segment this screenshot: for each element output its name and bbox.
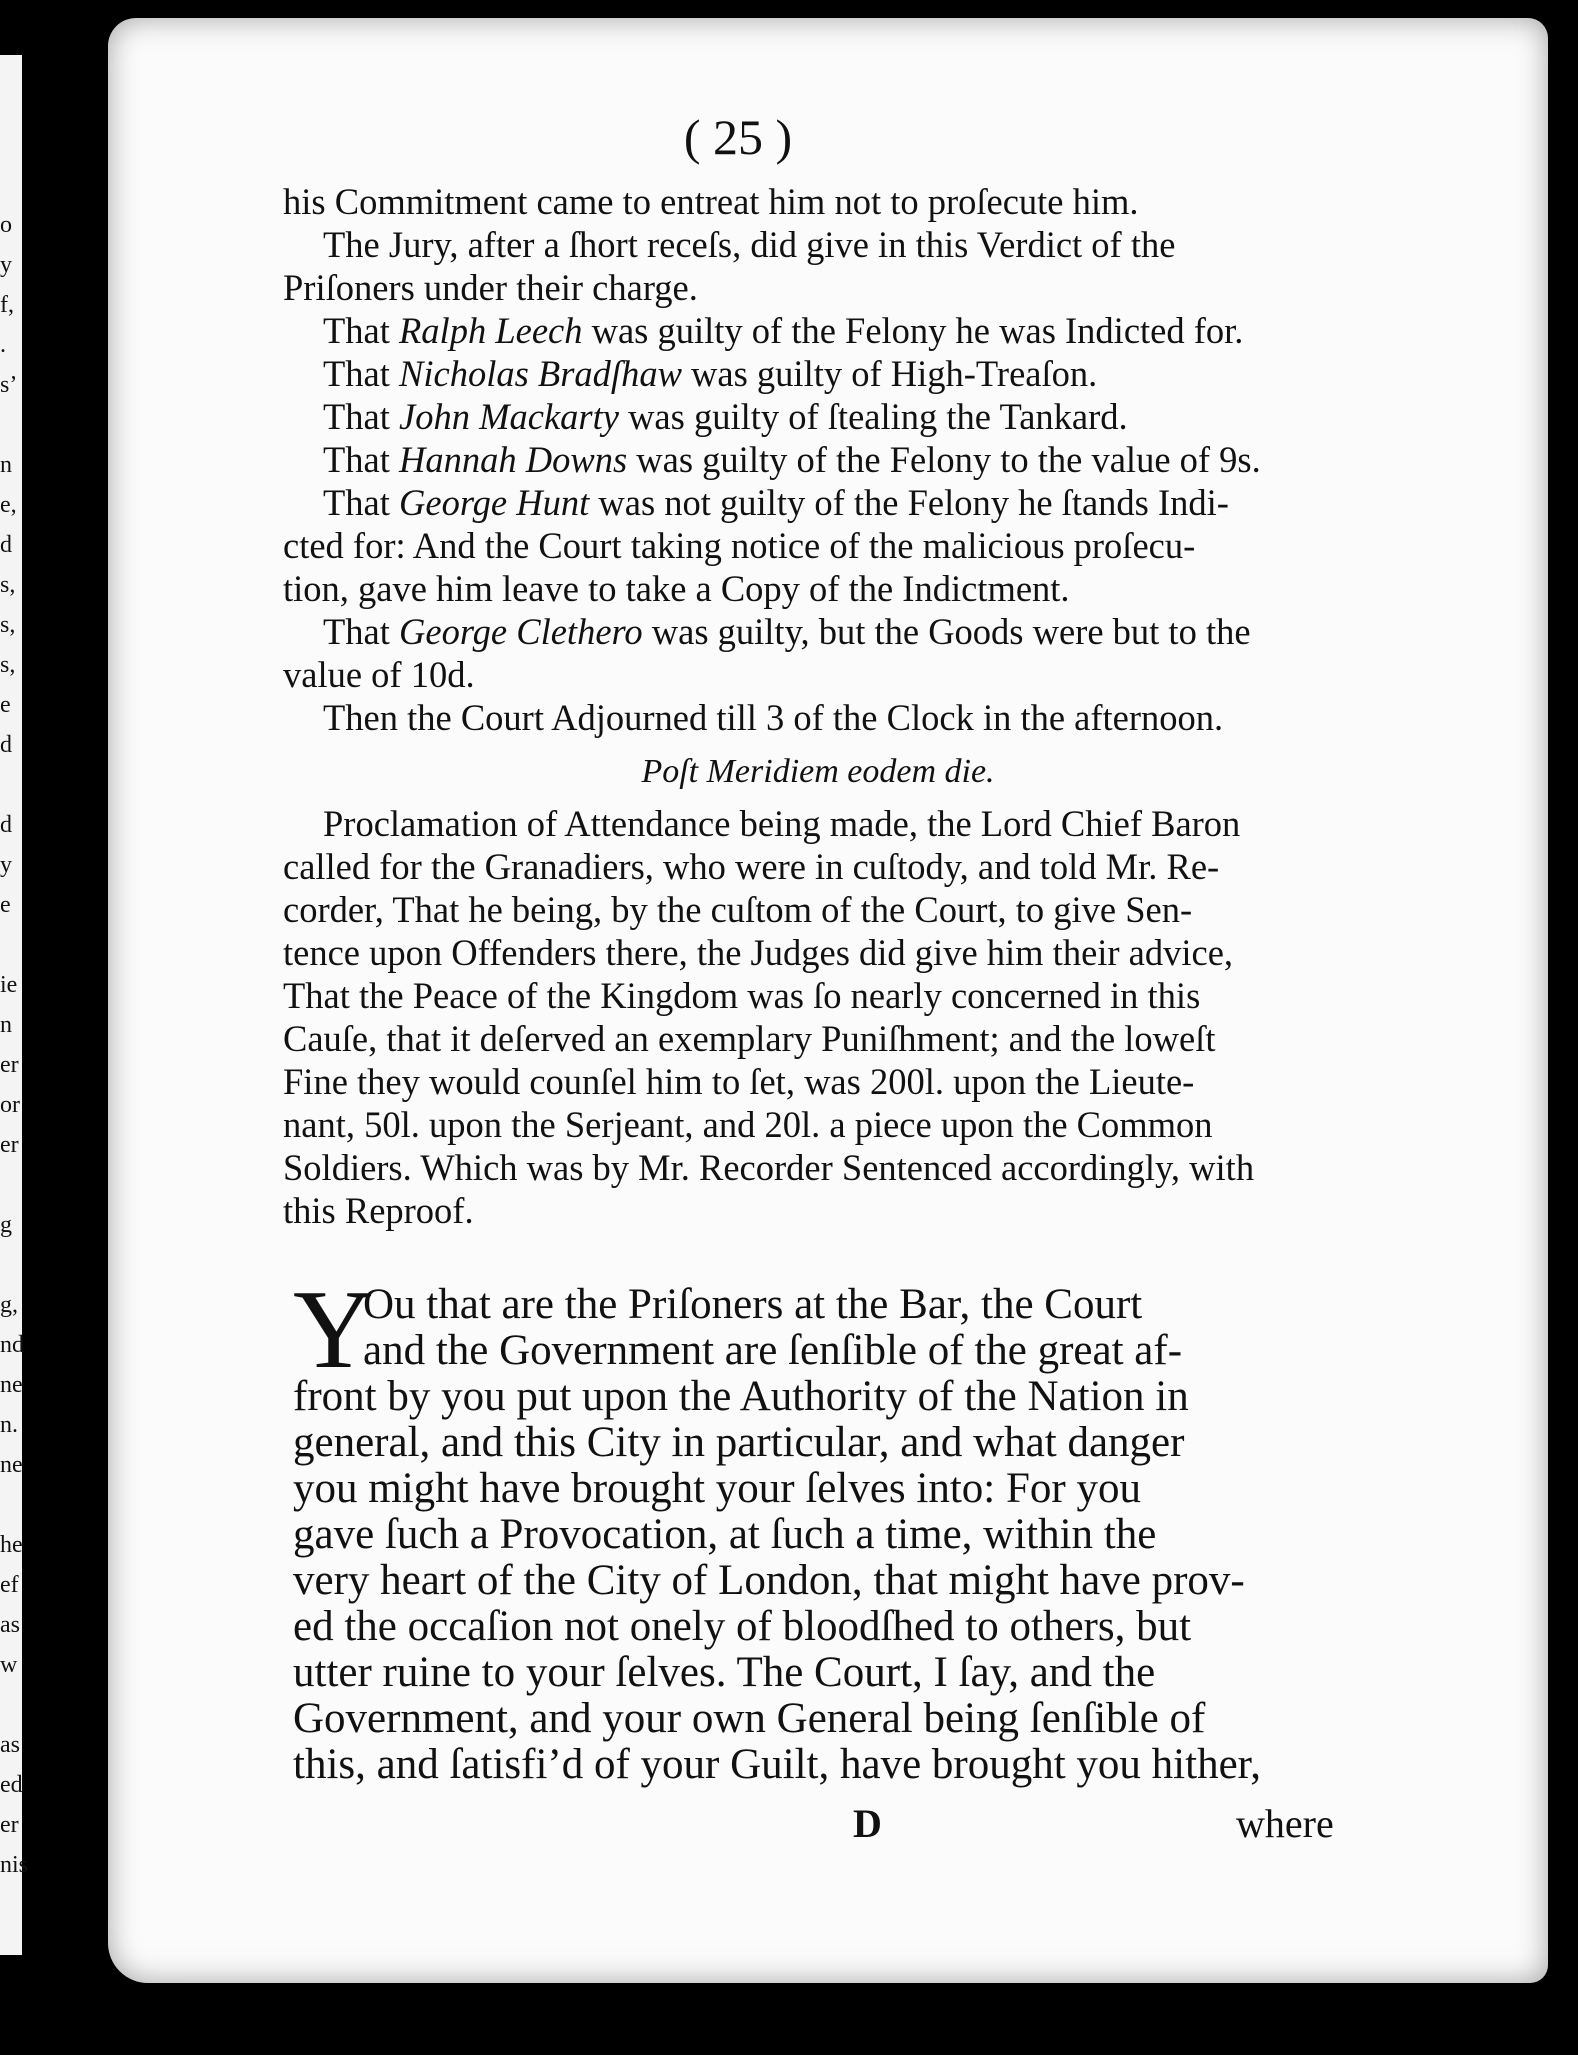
- margin-fragment: d: [0, 812, 12, 838]
- margin-fragment: e,: [0, 492, 17, 518]
- speech-line: ed the occaſion not onely of bloodſhed to others, but: [293, 1603, 1192, 1650]
- text-line: That the Peace of the Kingdom was ſo nearly concerned in this: [283, 975, 1201, 1016]
- speech-line: Ou that are the Priſoners at the Bar, the Court: [363, 1281, 1143, 1328]
- verdict-prefix: That: [323, 353, 400, 394]
- text-line: Then the Court Adjourned till 3 of the Clock in the afternoon.: [323, 697, 1224, 738]
- catchword: where: [1236, 1801, 1334, 1846]
- verdict-prefix: That: [323, 611, 400, 652]
- margin-fragment: ie: [0, 972, 18, 998]
- facing-page-edge: [0, 55, 29, 1955]
- book-page: [108, 18, 1548, 1983]
- text-line: his Commitment came to entreat him not to proſecute him.: [283, 181, 1139, 222]
- margin-fragment: [0, 405, 22, 445]
- verdict-line: [283, 439, 1393, 481]
- margin-fragment: e: [0, 892, 11, 918]
- margin-fragment: [0, 1485, 22, 1525]
- margin-fragment: g: [0, 1212, 12, 1238]
- verdict-text: was not guilty of the Felony he ſtands Indi-: [589, 482, 1229, 523]
- text-line: corder, That he being, by the cuſtom of the Court, to give Sen-: [283, 889, 1193, 930]
- verdict-prefix: That: [323, 396, 400, 437]
- margin-fragment: d: [0, 732, 12, 758]
- facing-page-text-fragments: [0, 55, 29, 1955]
- speech-line: very heart of the City of London, that might have prov-: [293, 1557, 1245, 1604]
- margin-fragment: [0, 1165, 22, 1205]
- verdict-line: [283, 611, 1393, 653]
- verdict-prefix: That: [323, 482, 400, 523]
- prisoner-name: George Clethero: [399, 611, 643, 652]
- signature-mark: D: [853, 1801, 882, 1846]
- speech-line: you might have brought your ſelves into: For you: [293, 1465, 1141, 1512]
- verdict-text: was guilty of ſtealing the Tankard.: [618, 396, 1128, 437]
- speech-line: gave ſuch a Provocation, at ſuch a time, within the: [293, 1511, 1157, 1558]
- margin-fragment: n: [0, 452, 12, 478]
- prisoner-name: Nicholas Bradſhaw: [399, 353, 682, 394]
- margin-fragment: y: [0, 252, 12, 278]
- verdict-text: was guilty, but the Goods were but to the: [642, 611, 1251, 652]
- margin-fragment: s,: [0, 612, 16, 638]
- text-line: Cauſe, that it deſerved an exemplary Puniſhment; and the loweſt: [283, 1018, 1216, 1059]
- margin-fragment: er: [0, 1052, 19, 1078]
- margin-fragment: y: [0, 852, 12, 878]
- section-heading: Poſt Meridiem eodem die.: [641, 753, 995, 790]
- margin-fragment: ef: [0, 1572, 19, 1598]
- text-line: called for the Granadiers, who were in cuſtody, and told Mr. Re-: [283, 846, 1220, 887]
- margin-fragment: [0, 765, 22, 805]
- margin-fragment: .: [0, 332, 6, 358]
- margin-fragment: as: [0, 1732, 20, 1758]
- margin-fragment: w: [0, 1652, 18, 1678]
- margin-fragment: n.: [0, 1412, 18, 1438]
- margin-fragment: ed: [0, 1772, 23, 1798]
- speech-line: general, and this City in particular, and what danger: [293, 1419, 1185, 1466]
- verdict-text: was guilty of High-Treaſon.: [681, 353, 1098, 394]
- text-line: Proclamation of Attendance being made, the Lord Chief Baron: [323, 803, 1241, 844]
- margin-fragment: s,: [0, 652, 16, 678]
- verdict-line: [283, 396, 1393, 438]
- margin-fragment: [0, 925, 22, 965]
- margin-fragment: er: [0, 1132, 19, 1158]
- margin-fragment: [0, 1685, 22, 1725]
- margin-fragment: nis: [0, 1852, 29, 1878]
- speech-line: utter ruine to your ſelves. The Court, I ſay, and the: [293, 1649, 1156, 1696]
- verdict-line: [283, 482, 1393, 524]
- margin-fragment: he: [0, 1532, 23, 1558]
- margin-fragment: s,: [0, 572, 16, 598]
- verdict-line: [283, 310, 1393, 352]
- margin-fragment: d: [0, 532, 12, 558]
- text-line: Priſoners under their charge.: [283, 267, 698, 308]
- prisoner-name: George Hunt: [399, 482, 590, 523]
- prisoner-name: Hannah Downs: [399, 439, 628, 480]
- text-line: tion, gave him leave to take a Copy of the Indictment.: [283, 568, 1070, 609]
- margin-fragment: nd: [0, 1332, 24, 1358]
- verdict-prefix: That: [323, 439, 400, 480]
- verdict-prefix: That: [323, 310, 400, 351]
- verdict-text: was guilty of the Felony to the value of 9s.: [627, 439, 1261, 480]
- text-line: cted for: And the Court taking notice of the malicious proſecu-: [283, 525, 1196, 566]
- speech-line: and the Government are ſenſible of the great af-: [363, 1327, 1183, 1374]
- text-line: nant, 50l. upon the Serjeant, and 20l. a piece upon the Common: [283, 1104, 1213, 1145]
- text-line: The Jury, after a ſhort receſs, did give in this Verdict of the: [323, 224, 1176, 265]
- verdict-text: was guilty of the Felony he was Indicted for.: [582, 310, 1244, 351]
- prisoner-name: John Mackarty: [399, 396, 619, 437]
- speech-line: front by you put upon the Authority of the Nation in: [293, 1373, 1189, 1420]
- margin-fragment: ne: [0, 1372, 23, 1398]
- text-line: value of 10d.: [283, 654, 475, 695]
- drop-cap: Y: [293, 1268, 374, 1392]
- page-number: ( 25 ): [683, 109, 793, 165]
- margin-fragment: n: [0, 1012, 12, 1038]
- text-line: Fine they would counſel him to ſet, was 200l. upon the Lieute-: [283, 1061, 1195, 1102]
- speech-line: this, and ſatisfi’d of your Guilt, have brought you hither,: [293, 1741, 1262, 1788]
- margin-fragment: g,: [0, 1292, 18, 1318]
- text-line: this Reproof.: [283, 1190, 474, 1231]
- verdict-line: [283, 353, 1393, 395]
- margin-fragment: o: [0, 212, 12, 238]
- margin-fragment: er: [0, 1812, 19, 1838]
- margin-fragment: or: [0, 1092, 20, 1118]
- margin-fragment: [0, 1245, 22, 1285]
- margin-fragment: s’: [0, 372, 18, 398]
- speech-line: Government, and your own General being ſenſible of: [293, 1695, 1206, 1742]
- margin-fragment: f,: [0, 292, 14, 318]
- margin-fragment: ne: [0, 1452, 23, 1478]
- margin-fragment: as: [0, 1612, 20, 1638]
- text-line: tence upon Offenders there, the Judges did give him their advice,: [283, 932, 1234, 973]
- prisoner-name: Ralph Leech: [399, 310, 583, 351]
- text-line: Soldiers. Which was by Mr. Recorder Sentenced accordingly, with: [283, 1147, 1255, 1188]
- margin-fragment: e: [0, 692, 11, 718]
